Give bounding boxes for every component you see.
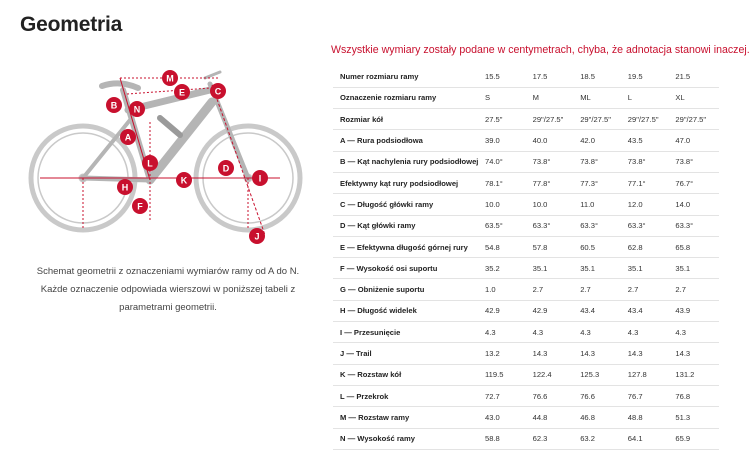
- table-cell: 43.5: [624, 130, 672, 151]
- table-cell: 63.3°: [576, 215, 624, 236]
- table-cell: 14.0: [671, 194, 719, 215]
- table-cell: 62.3: [529, 428, 577, 449]
- table-cell: M: [529, 87, 577, 108]
- table-cell: 76.6: [576, 385, 624, 406]
- units-note: Wszystkie wymiary zostały podane w centymetrach, chyba, że adnotacja stanowi inaczej.: [331, 44, 750, 56]
- table-row: [333, 407, 719, 428]
- row-label: C — Długość główki ramy: [333, 194, 481, 215]
- table-cell: 73.8°: [529, 151, 577, 172]
- row-label: J — Trail: [333, 343, 481, 364]
- svg-text:K: K: [180, 175, 188, 186]
- row-label: D — Kąt główki ramy: [333, 215, 481, 236]
- table-cell: 35.2: [481, 258, 529, 279]
- table-cell: 29"/27.5": [529, 109, 577, 130]
- row-label: M — Rozstaw ramy: [333, 407, 481, 428]
- table-row: [333, 130, 719, 151]
- table-cell: 19.5: [624, 66, 672, 87]
- row-label: N — Wysokość ramy: [333, 428, 481, 449]
- table-cell: 58.8: [481, 428, 529, 449]
- table-cell: 35.1: [576, 258, 624, 279]
- page-title: Geometria: [20, 13, 123, 36]
- table-cell: 11.0: [576, 194, 624, 215]
- table-cell: 42.9: [529, 300, 577, 321]
- table-cell: 76.6: [529, 385, 577, 406]
- table-row: [333, 172, 719, 193]
- table-cell: 29"/27.5": [671, 109, 719, 130]
- table-row: [333, 215, 719, 236]
- table-cell: 54.8: [481, 236, 529, 257]
- marker-l: [142, 155, 158, 171]
- table-row: [333, 109, 719, 130]
- row-label: Oznaczenie rozmiaru ramy: [333, 87, 481, 108]
- table-cell: 4.3: [671, 322, 719, 343]
- table-cell: 12.0: [624, 194, 672, 215]
- row-label: G — Obniżenie suportu: [333, 279, 481, 300]
- row-label: A — Rura podsiodłowa: [333, 130, 481, 151]
- table-cell: 47.0: [671, 130, 719, 151]
- table-cell: 44.8: [529, 407, 577, 428]
- table-cell: 51.3: [671, 407, 719, 428]
- marker-h: [117, 179, 133, 195]
- table-row: [333, 343, 719, 364]
- table-cell: 76.7°: [671, 172, 719, 193]
- row-label: Efektywny kąt rury podsiodłowej: [333, 172, 481, 193]
- marker-j: [249, 228, 265, 244]
- table-cell: 29"/27.5": [576, 109, 624, 130]
- table-cell: 131.2: [671, 364, 719, 385]
- table-cell: 60.5: [576, 236, 624, 257]
- table-cell: 119.5: [481, 364, 529, 385]
- table-cell: 65.9: [671, 428, 719, 449]
- svg-text:L: L: [147, 158, 153, 169]
- table-cell: 14.3: [624, 343, 672, 364]
- table-cell: 14.3: [671, 343, 719, 364]
- table-cell: L: [624, 87, 672, 108]
- row-label: Numer rozmiaru ramy: [333, 66, 481, 87]
- table-cell: 17.5: [529, 66, 577, 87]
- table-cell: 125.3: [576, 364, 624, 385]
- table-cell: 4.3: [529, 322, 577, 343]
- table-cell: 122.4: [529, 364, 577, 385]
- table-cell: 35.1: [624, 258, 672, 279]
- table-cell: 2.7: [624, 279, 672, 300]
- marker-e: [174, 84, 190, 100]
- table-cell: 4.3: [624, 322, 672, 343]
- svg-text:I: I: [258, 173, 262, 184]
- svg-text:D: D: [222, 163, 230, 174]
- marker-k: [176, 172, 192, 188]
- table-cell: 2.7: [671, 279, 719, 300]
- table-cell: 15.5: [481, 66, 529, 87]
- table-row: [333, 194, 719, 215]
- table-row: [333, 428, 719, 449]
- table-cell: 127.8: [624, 364, 672, 385]
- table-row: [333, 87, 719, 108]
- table-cell: 63.5°: [481, 215, 529, 236]
- table-cell: XL: [671, 87, 719, 108]
- table-row: [333, 322, 719, 343]
- table-cell: 73.8°: [671, 151, 719, 172]
- table-cell: 14.3: [529, 343, 577, 364]
- marker-c: [210, 83, 226, 99]
- svg-text:M: M: [166, 73, 174, 84]
- geometry-table: [333, 66, 719, 450]
- table-cell: 77.3°: [576, 172, 624, 193]
- table-cell: 76.7: [624, 385, 672, 406]
- table-cell: 43.0: [481, 407, 529, 428]
- table-cell: 43.9: [671, 300, 719, 321]
- svg-text:B: B: [110, 100, 118, 111]
- marker-f: [132, 198, 148, 214]
- table-cell: 65.8: [671, 236, 719, 257]
- marker-n: [129, 101, 145, 117]
- svg-text:J: J: [254, 231, 260, 242]
- table-cell: 46.8: [576, 407, 624, 428]
- table-cell: 73.8°: [576, 151, 624, 172]
- table-cell: 63.3°: [624, 215, 672, 236]
- table-row: [333, 66, 719, 87]
- table-cell: 63.2: [576, 428, 624, 449]
- marker-a: [120, 129, 136, 145]
- table-row: [333, 364, 719, 385]
- table-row: [333, 385, 719, 406]
- svg-text:C: C: [214, 86, 222, 97]
- marker-b: [106, 97, 122, 113]
- row-label: E — Efektywna długość górnej rury: [333, 236, 481, 257]
- table-cell: 35.1: [529, 258, 577, 279]
- table-cell: 76.8: [671, 385, 719, 406]
- table-cell: 21.5: [671, 66, 719, 87]
- table-cell: 29"/27.5": [624, 109, 672, 130]
- table-cell: 14.3: [576, 343, 624, 364]
- table-cell: S: [481, 87, 529, 108]
- row-label: Rozmiar kół: [333, 109, 481, 130]
- row-label: H — Długość widelek: [333, 300, 481, 321]
- row-label: K — Rozstaw kół: [333, 364, 481, 385]
- table-row: [333, 279, 719, 300]
- table-cell: 74.0°: [481, 151, 529, 172]
- table-cell: 77.1°: [624, 172, 672, 193]
- table-cell: 13.2: [481, 343, 529, 364]
- table-cell: 2.7: [576, 279, 624, 300]
- row-label: B — Kąt nachylenia rury podsiodłowej: [333, 151, 481, 172]
- table-row: [333, 151, 719, 172]
- table-cell: 78.1°: [481, 172, 529, 193]
- table-cell: ML: [576, 87, 624, 108]
- table-cell: 42.9: [481, 300, 529, 321]
- table-row: [333, 258, 719, 279]
- table-cell: 63.3°: [671, 215, 719, 236]
- table-cell: 42.0: [576, 130, 624, 151]
- diagram-caption: Schemat geometrii z oznaczeniami wymiarów ramy od A do N. Każde oznaczenie odpowiada wierszowi w poniższej tabeli z parametrami geometrii.: [36, 266, 300, 313]
- table-cell: 43.4: [624, 300, 672, 321]
- row-label: F — Wysokość osi suportu: [333, 258, 481, 279]
- table-row: [333, 300, 719, 321]
- table-cell: 63.3°: [529, 215, 577, 236]
- svg-text:N: N: [133, 104, 141, 115]
- table-row: [333, 236, 719, 257]
- table-cell: 57.8: [529, 236, 577, 257]
- row-label: I — Przesunięcie: [333, 322, 481, 343]
- marker-m: [162, 70, 178, 86]
- table-cell: 1.0: [481, 279, 529, 300]
- geometry-diagram: [20, 60, 310, 250]
- svg-text:E: E: [178, 87, 186, 98]
- table-cell: 43.4: [576, 300, 624, 321]
- table-cell: 73.8°: [624, 151, 672, 172]
- table-cell: 39.0: [481, 130, 529, 151]
- table-cell: 72.7: [481, 385, 529, 406]
- table-cell: 62.8: [624, 236, 672, 257]
- marker-d: [218, 160, 234, 176]
- table-cell: 2.7: [529, 279, 577, 300]
- svg-text:F: F: [137, 201, 143, 212]
- table-cell: 4.3: [481, 322, 529, 343]
- table-cell: 10.0: [481, 194, 529, 215]
- table-cell: 10.0: [529, 194, 577, 215]
- table-cell: 77.8°: [529, 172, 577, 193]
- row-label: L — Przekrok: [333, 385, 481, 406]
- table-cell: 64.1: [624, 428, 672, 449]
- table-cell: 40.0: [529, 130, 577, 151]
- table-cell: 27.5": [481, 109, 529, 130]
- table-cell: 4.3: [576, 322, 624, 343]
- table-cell: 48.8: [624, 407, 672, 428]
- table-cell: 35.1: [671, 258, 719, 279]
- marker-i: [252, 170, 268, 186]
- svg-text:H: H: [121, 182, 129, 193]
- svg-text:A: A: [124, 132, 132, 143]
- table-cell: 18.5: [576, 66, 624, 87]
